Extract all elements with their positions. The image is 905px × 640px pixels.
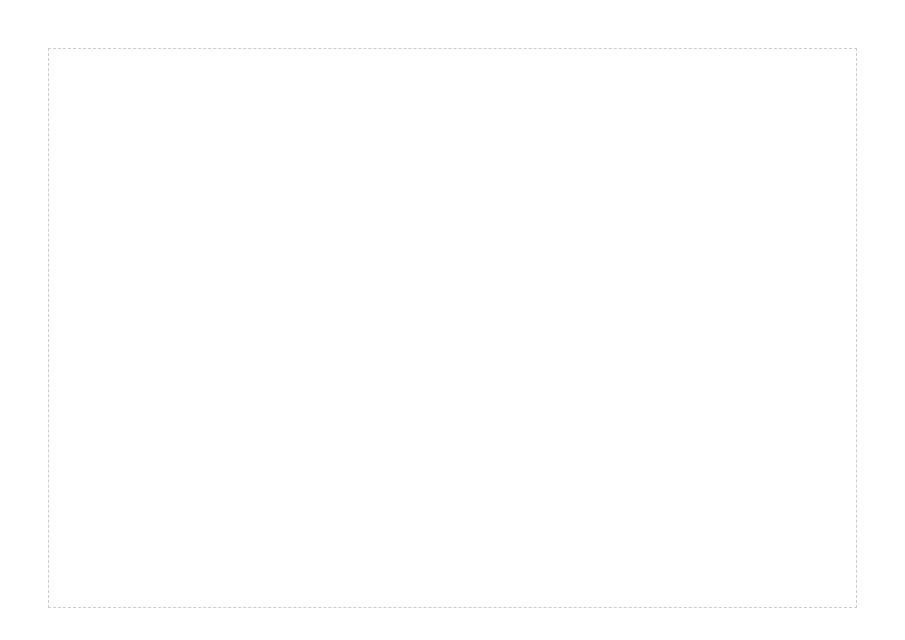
page-body bbox=[48, 48, 857, 608]
